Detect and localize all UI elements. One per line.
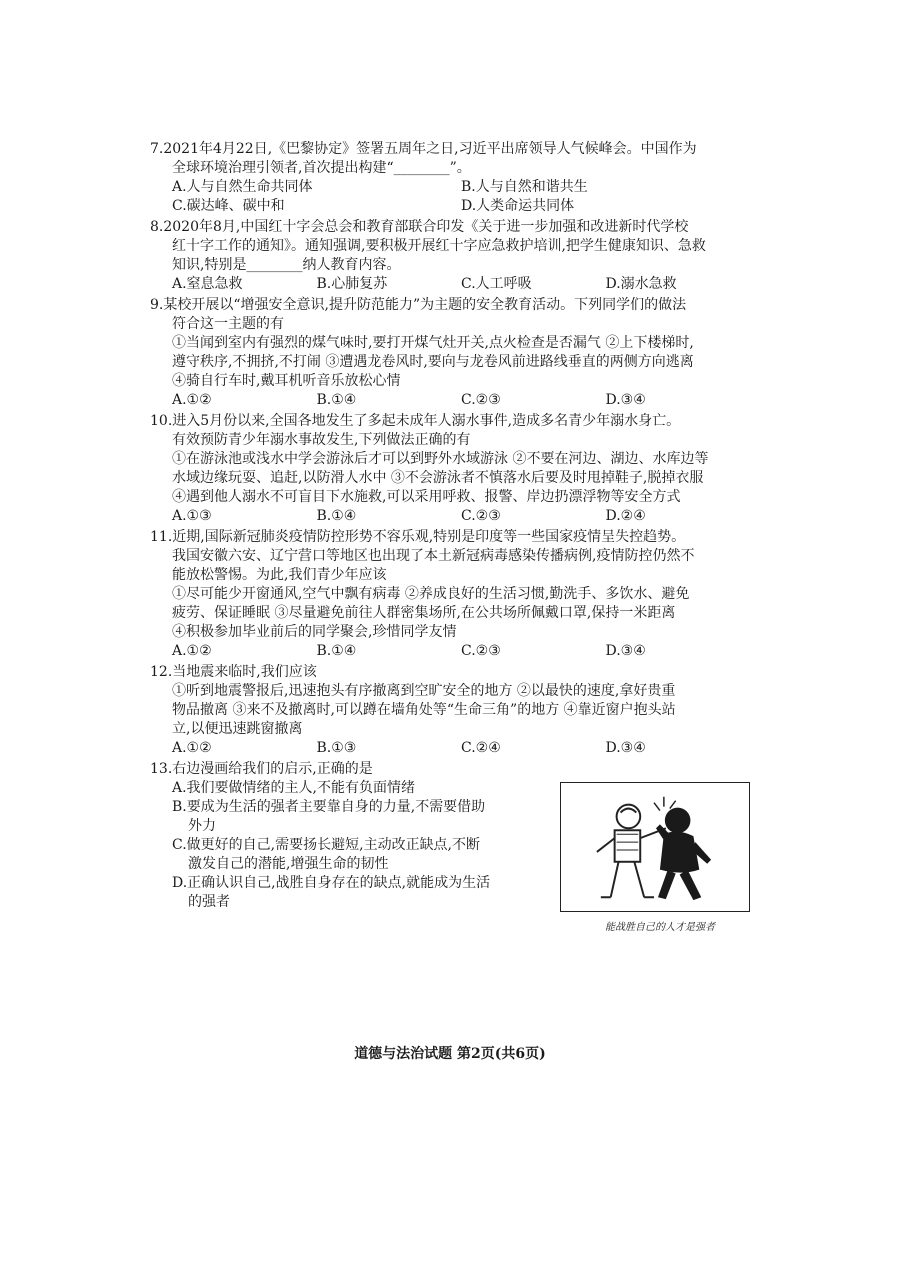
option-c[interactable]: [172, 836, 520, 874]
question-9: [150, 296, 750, 410]
option-d[interactable]: D.溺水急救: [605, 276, 677, 292]
statement-line: ④遇到他人溺水不可盲目下水施救,可以采用呼救、报警、岸边扔漂浮物等安全方式: [172, 489, 681, 505]
light-figure: [597, 805, 666, 898]
dark-figure: [656, 808, 711, 901]
statement-line: ①听到地震警报后,迅速抱头有序撤离到空旷安全的地方 ②以最快的速度,拿好贵重: [172, 683, 676, 699]
cartoon-drawing: [561, 783, 749, 911]
option-c[interactable]: C.②③: [461, 392, 501, 408]
statement-line: 立,以便迅速跳窗撤离: [172, 721, 303, 737]
statement-line: ④骑自行车时,戴耳机听音乐放松心情: [172, 373, 401, 389]
statement-line: 物品撤离 ③来不及撤离时,可以蹲在墙角处等“生命三角”的地方 ④靠近窗户抱头站: [172, 702, 676, 718]
option-b[interactable]: [172, 798, 520, 836]
question-12: [150, 663, 750, 758]
question-stem: [150, 140, 750, 178]
option-text: A.我们要做情绪的主人,不能有负面情绪: [172, 780, 416, 796]
option-continuation: 的强者: [188, 894, 230, 910]
options: [150, 739, 750, 758]
option-d[interactable]: D.人类命运共同体: [461, 198, 575, 214]
option-a[interactable]: [172, 779, 520, 798]
stem-line: 12.当地震来临时,我们应该: [150, 664, 317, 680]
exam-page: [150, 140, 750, 1062]
option-c[interactable]: C.②④: [461, 740, 501, 756]
statement-line: ①尽可能少开窗通风,空气中飘有病毒 ②养成良好的生活习惯,勤洗手、多饮水、避免: [172, 586, 690, 602]
question-13: [150, 760, 750, 933]
question-stem: [150, 760, 520, 779]
statement-line: ①当闻到室内有强烈的煤气味时,要打开煤气灶开关,点火检查是否漏气 ②上下楼梯时,: [172, 335, 694, 351]
question-13-text: [150, 760, 520, 912]
question-11: [150, 528, 750, 661]
option-a[interactable]: A.①②: [172, 740, 212, 756]
stem-line: 能放松警惕。为此,我们青少年应该: [172, 567, 387, 583]
stem-line: 红十字工作的通知》。通知强调,要积极开展红十字应急救护培训,把学生健康知识、急救: [172, 238, 706, 254]
option-d[interactable]: D.③④: [605, 740, 646, 756]
option-b[interactable]: B.①③: [316, 740, 357, 756]
question-10: [150, 412, 750, 526]
option-b[interactable]: B.心肺复苏: [316, 276, 388, 292]
cartoon-caption: 能战胜自己的人才是强者: [605, 922, 715, 933]
option-continuation: 激发自己的潜能,增强生命的韧性: [188, 856, 389, 872]
stem-line: 知识,特别是________纳人教育内容。: [172, 257, 401, 273]
option-continuation: 外力: [188, 818, 216, 834]
option-a[interactable]: A.①②: [172, 643, 212, 659]
impact-marks: [654, 797, 676, 811]
page-footer: 道德与法治试题 第2页(共6页): [354, 1046, 546, 1062]
option-c[interactable]: C.碳达峰、碳中和: [172, 198, 285, 214]
stem-line: 11.近期,国际新冠肺炎疫情防控形势不容乐观,特别是印度等一些国家疫情呈失控趋势。: [150, 529, 686, 545]
option-text: C.做更好的自己,需要扬长避短,主动改正缺点,不断: [172, 837, 481, 853]
option-b[interactable]: B.①④: [316, 508, 357, 524]
option-b[interactable]: B.①④: [316, 643, 357, 659]
option-c[interactable]: C.人工呼吸: [461, 276, 532, 292]
option-d[interactable]: D.③④: [605, 643, 646, 659]
question-stem: [150, 296, 750, 334]
option-b[interactable]: B.人与自然和谐共生: [461, 179, 588, 195]
question-7: [150, 140, 750, 216]
option-c[interactable]: C.②③: [461, 508, 501, 524]
statement-line: 水域边缘玩耍、追赶,以防滑人水中 ③不会游泳者不慎落水后要及时甩掉鞋子,脱掉衣服: [172, 470, 704, 486]
option-d[interactable]: D.②④: [605, 508, 646, 524]
option-a[interactable]: A.①②: [172, 392, 212, 408]
option-d[interactable]: [172, 874, 520, 912]
option-a[interactable]: A.人与自然生命共同体: [172, 179, 313, 195]
question-stem: [150, 412, 750, 450]
question-stem: [150, 663, 750, 682]
stem-line: 10.进入5月份以来,全国各地发生了多起未成年人溺水事件,造成多名青少年溺水身亡。: [150, 413, 681, 429]
statement-line: 遵守秩序,不拥挤,不打闹 ③遭遇龙卷风时,要向与龙卷风前进路线垂直的两侧方向逃离: [172, 354, 694, 370]
stem-line: 9.某校开展以“增强安全意识,提升防范能力”为主题的安全教育活动。下列同学们的做法: [150, 297, 687, 313]
stem-line: 13.右边漫画给我们的启示,正确的是: [150, 761, 373, 777]
stem-line: 全球环境治理引领者,首次提出构建“________”。: [172, 160, 471, 176]
stem-line: 符合这一主题的有: [172, 316, 284, 332]
statement-line: ①在游泳池或浅水中学会游泳后才可以到野外水域游泳 ②不要在河边、湖边、水库边等: [172, 451, 709, 467]
option-a[interactable]: A.①③: [172, 508, 212, 524]
stem-line: 7.2021年4月22日,《巴黎协定》签署五周年之日,习近平出席领导人气候峰会。中国作为: [150, 141, 697, 157]
stem-line: 8.2020年8月,中国红十字会总会和教育部联合印发《关于进一步加强和改进新时代学校: [150, 219, 689, 235]
option-b[interactable]: B.①④: [316, 392, 357, 408]
option-d[interactable]: D.③④: [605, 392, 646, 408]
question-8: [150, 218, 750, 294]
option-text: B.要成为生活的强者主要靠自身的力量,不需要借助: [172, 799, 486, 815]
question-stem: [150, 218, 750, 275]
statement-line: ④积极参加毕业前后的同学聚会,珍惜同学友情: [172, 624, 457, 640]
options: [150, 779, 520, 912]
option-text: D.正确认识自己,战胜自身存在的缺点,就能成为生活: [172, 875, 491, 891]
stem-line: 有效预防青少年溺水事故发生,下列做法正确的有: [172, 432, 471, 448]
options: [150, 275, 750, 294]
stem-line: 我国安徽六安、辽宁营口等地区也出现了本土新冠病毒感染传播病例,疫情防控仍然不: [172, 548, 695, 564]
options: [150, 391, 750, 410]
options: [150, 642, 750, 661]
options: [150, 178, 750, 216]
option-a[interactable]: A.窒息急救: [172, 276, 243, 292]
option-c[interactable]: C.②③: [461, 643, 501, 659]
cartoon-image: [560, 782, 750, 912]
options: [150, 507, 750, 526]
statement-line: 疲劳、保证睡眠 ③尽量避免前往人群密集场所,在公共场所佩戴口罩,保持一米距离: [172, 605, 676, 621]
question-stem: [150, 528, 750, 585]
